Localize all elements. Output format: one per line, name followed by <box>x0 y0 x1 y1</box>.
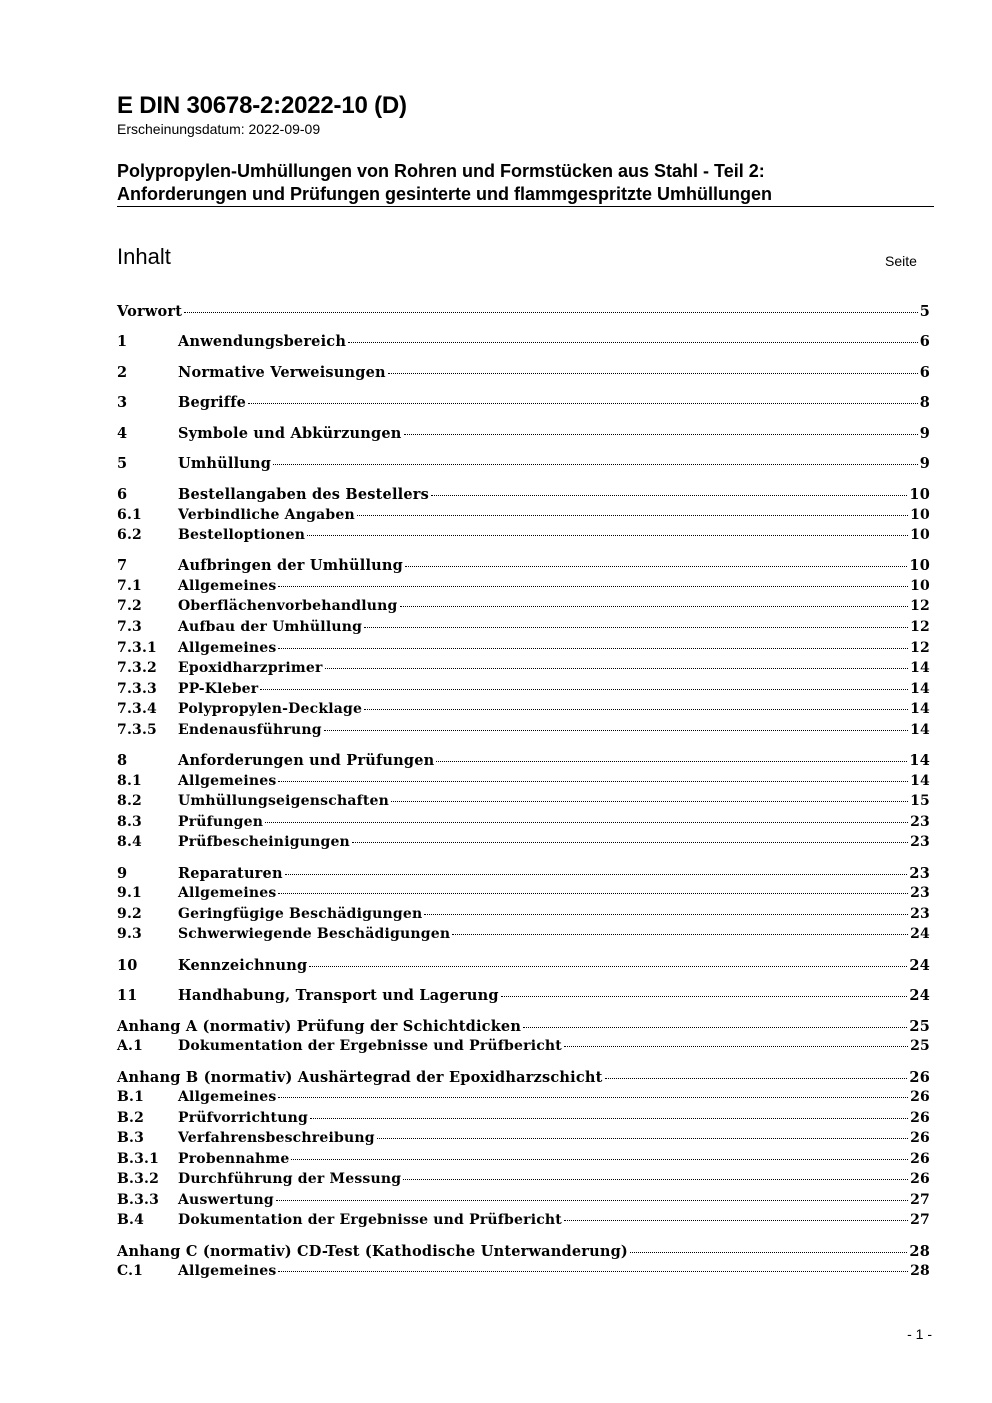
toc-dot-leader <box>278 648 908 649</box>
toc-dot-leader <box>400 606 909 607</box>
toc-entry-title: Bestellangaben des Bestellers <box>178 486 429 503</box>
toc-dot-leader <box>273 464 918 465</box>
toc-entry-page: 9 <box>919 455 930 472</box>
toc-dot-leader <box>564 1220 908 1221</box>
toc-entry-title: Umhüllung <box>178 455 272 472</box>
toc-entry-page: 25 <box>909 1018 930 1035</box>
toc-page-column-label: Seite <box>885 253 917 269</box>
toc-entry-title: Polypropylen-Decklage <box>178 701 363 717</box>
toc-entry[interactable] <box>117 1069 930 1089</box>
toc-entry-number: A.1 <box>117 1038 144 1054</box>
toc-entry-number: B.3.3 <box>117 1192 160 1208</box>
toc-entry-page: 26 <box>910 1151 930 1167</box>
toc-entry[interactable] <box>117 793 930 813</box>
toc-entry-title: Anwendungsbereich <box>178 333 347 350</box>
toc-dot-leader <box>307 535 908 536</box>
toc-entry[interactable] <box>117 1130 930 1150</box>
toc-dot-leader <box>404 434 918 435</box>
toc-entry[interactable] <box>117 701 930 721</box>
toc-entry-number: B.3.1 <box>117 1151 160 1167</box>
toc-entry[interactable] <box>117 640 930 660</box>
toc-entry-number: 7.3.5 <box>117 722 157 738</box>
toc-entry-page: 10 <box>910 578 930 594</box>
toc-entry-title: Endenausführung <box>178 722 322 738</box>
toc-entry-number: 7.3.3 <box>117 681 157 697</box>
toc-entry-page: 25 <box>910 1038 930 1054</box>
toc-entry[interactable] <box>117 926 930 946</box>
toc-entry[interactable] <box>117 834 930 854</box>
toc-entry-title: Umhüllungseigenschaften <box>178 793 389 809</box>
toc-entry-number: B.2 <box>117 1110 145 1126</box>
toc-entry-page: 26 <box>909 1069 930 1086</box>
toc-entry-page: 23 <box>910 885 930 901</box>
toc-entry-number: 11 <box>117 987 138 1004</box>
toc-dot-leader <box>391 801 908 802</box>
toc-entry-page: 10 <box>909 557 930 574</box>
toc-entry-page: 12 <box>910 619 930 635</box>
toc-dot-leader <box>278 781 908 782</box>
toc-entry[interactable] <box>117 660 930 680</box>
toc-entry[interactable] <box>117 906 930 926</box>
toc-entry-title: Aufbau der Umhüllung <box>178 619 363 635</box>
toc-entry[interactable] <box>117 1192 930 1212</box>
toc-entry-title: Dokumentation der Ergebnisse und Prüfbericht <box>178 1212 562 1228</box>
toc-entry-title: Allgemeines <box>178 885 277 901</box>
toc-entry-number: 7.3.4 <box>117 701 157 717</box>
toc-entry-title: PP-Kleber <box>178 681 259 697</box>
toc-entry[interactable] <box>117 527 930 547</box>
toc-entry[interactable] <box>117 865 930 885</box>
toc-entry[interactable] <box>117 987 930 1007</box>
toc-entry[interactable] <box>117 557 930 577</box>
toc-dot-leader <box>431 495 907 496</box>
toc-entry[interactable] <box>117 1243 930 1263</box>
toc-dot-leader <box>357 515 908 516</box>
toc-entry-page: 26 <box>910 1171 930 1187</box>
toc-entry-title: Oberflächenvorbehandlung <box>178 598 398 614</box>
toc-entry-title: Aufbringen der Umhüllung <box>178 557 403 574</box>
toc-entry[interactable] <box>117 1110 930 1130</box>
toc-entry-title: Probennahme <box>178 1151 290 1167</box>
toc-entry-number: C.1 <box>117 1263 144 1279</box>
toc-entry-title: Allgemeines <box>178 1089 277 1105</box>
toc-dot-leader <box>403 1179 908 1180</box>
toc-entry-number: B.4 <box>117 1212 145 1228</box>
toc-entry-page: 23 <box>909 865 930 882</box>
toc-entry[interactable] <box>117 364 930 384</box>
toc-entry-number: 7.2 <box>117 598 142 614</box>
toc-entry-number: 8.2 <box>117 793 142 809</box>
toc-entry-number: 9.1 <box>117 885 142 901</box>
toc-entry-page: 10 <box>910 507 930 523</box>
toc-dot-leader <box>276 1200 908 1201</box>
toc-entry-number: 8.3 <box>117 814 142 830</box>
toc-entry[interactable] <box>117 303 930 323</box>
toc-dot-leader <box>388 373 918 374</box>
toc-dot-leader <box>248 403 918 404</box>
toc-entry[interactable] <box>117 773 930 793</box>
toc-entry-number: 7.3.2 <box>117 660 157 676</box>
toc-entry-number: 7 <box>117 557 128 574</box>
toc-entry-page: 6 <box>919 333 930 350</box>
publication-date: Erscheinungsdatum: 2022-09-09 <box>117 121 321 137</box>
toc-entry-number: 6.1 <box>117 507 142 523</box>
toc-entry[interactable] <box>117 598 930 618</box>
toc-entry-number: 7.3 <box>117 619 142 635</box>
toc-dot-leader <box>285 874 908 875</box>
toc-entry-page: 28 <box>910 1263 930 1279</box>
toc-dot-leader <box>278 893 908 894</box>
toc-entry-title: Verbindliche Angaben <box>178 507 355 523</box>
toc-dot-leader <box>630 1252 907 1253</box>
toc-entry-page: 10 <box>910 527 930 543</box>
toc-entry-number: 6 <box>117 486 128 503</box>
toc-entry-page: 24 <box>909 957 930 974</box>
document-title-line-2: Anforderungen und Prüfungen gesinterte und flammgespritzte Umhüllungen <box>117 183 773 204</box>
toc-entry-page: 26 <box>910 1110 930 1126</box>
toc-entry-page: 5 <box>919 303 930 320</box>
toc-dot-leader <box>352 842 908 843</box>
toc-entry-number: 8.1 <box>117 773 142 789</box>
toc-entry-page: 24 <box>909 987 930 1004</box>
toc-dot-leader <box>452 934 908 935</box>
toc-entry-title: Durchführung der Messung <box>178 1171 402 1187</box>
toc-entry-number: 1 <box>117 333 128 350</box>
toc-entry[interactable] <box>117 885 930 905</box>
toc-entry[interactable] <box>117 486 930 506</box>
toc-entry-title: Prüfungen <box>178 814 264 830</box>
toc-entry-page: 12 <box>910 598 930 614</box>
toc-entry-page: 27 <box>910 1212 930 1228</box>
toc-entry-number: B.1 <box>117 1089 145 1105</box>
toc-entry-title: Anhang C (normativ) CD-Test (Kathodische Unterwanderung) <box>117 1243 628 1260</box>
toc-entry-page: 28 <box>909 1243 930 1260</box>
toc-entry-page: 14 <box>910 660 930 676</box>
toc-entry-number: 9 <box>117 865 128 882</box>
toc-dot-leader <box>424 914 908 915</box>
toc-entry-number: 2 <box>117 364 128 381</box>
toc-dot-leader <box>364 709 908 710</box>
toc-entry[interactable] <box>117 1018 930 1038</box>
title-divider <box>117 206 934 207</box>
toc-dot-leader <box>436 761 907 762</box>
toc-entry[interactable] <box>117 455 930 475</box>
toc-entry-title: Symbole und Abkürzungen <box>178 425 402 442</box>
toc-entry-page: 23 <box>910 906 930 922</box>
toc-dot-leader <box>405 566 907 567</box>
toc-entry-page: 10 <box>909 486 930 503</box>
toc-entry-number: 3 <box>117 394 128 411</box>
toc-dot-leader <box>564 1046 908 1047</box>
toc-entry-page: 23 <box>910 814 930 830</box>
toc-entry-number: 9.2 <box>117 906 142 922</box>
toc-entry[interactable] <box>117 681 930 701</box>
toc-dot-leader <box>184 312 918 313</box>
toc-entry-page: 12 <box>910 640 930 656</box>
toc-entry-number: 4 <box>117 425 128 442</box>
toc-entry[interactable] <box>117 1038 930 1058</box>
toc-entry[interactable] <box>117 1212 930 1232</box>
toc-dot-leader <box>324 730 908 731</box>
toc-entry[interactable] <box>117 333 930 353</box>
toc-entry-title: Epoxidharzprimer <box>178 660 323 676</box>
toc-dot-leader <box>364 627 908 628</box>
toc-dot-leader <box>265 822 908 823</box>
toc-entry-title: Allgemeines <box>178 640 277 656</box>
toc-entry-title: Schwerwiegende Beschädigungen <box>178 926 451 942</box>
toc-dot-leader <box>278 586 908 587</box>
toc-entry-page: 26 <box>910 1130 930 1146</box>
toc-entry-page: 14 <box>910 701 930 717</box>
toc-entry-title: Prüfvorrichtung <box>178 1110 308 1126</box>
toc-entry-page: 27 <box>910 1192 930 1208</box>
toc-entry-page: 9 <box>919 425 930 442</box>
toc-entry-number: 7.3.1 <box>117 640 157 656</box>
toc-entry-title: Handhabung, Transport und Lagerung <box>178 987 499 1004</box>
toc-dot-leader <box>291 1159 908 1160</box>
toc-entry-page: 14 <box>910 681 930 697</box>
toc-entry-title: Reparaturen <box>178 865 283 882</box>
toc-entry[interactable] <box>117 722 930 742</box>
toc-entry-page: 23 <box>910 834 930 850</box>
toc-entry[interactable] <box>117 394 930 414</box>
toc-dot-leader <box>325 668 909 669</box>
toc-dot-leader <box>278 1097 908 1098</box>
document-title <box>117 160 937 205</box>
toc-dot-leader <box>605 1078 908 1079</box>
toc-entry-number: 5 <box>117 455 128 472</box>
toc-entry[interactable] <box>117 1263 930 1283</box>
document-title-line-1: Polypropylen-Umhüllungen von Rohren und Formstücken aus Stahl - Teil 2: <box>117 161 765 181</box>
toc-entry-title: Bestelloptionen <box>178 527 306 543</box>
toc-entry[interactable] <box>117 752 930 772</box>
toc-entry-number: 7.1 <box>117 578 142 594</box>
toc-entry-page: 15 <box>910 793 930 809</box>
toc-entry[interactable] <box>117 507 930 527</box>
toc-dot-leader <box>309 966 907 967</box>
toc-entry-number: 8 <box>117 752 128 769</box>
toc-entry[interactable] <box>117 814 930 834</box>
toc-entry-title: Prüfbescheinigungen <box>178 834 350 850</box>
toc-dot-leader <box>348 342 918 343</box>
toc-entry-title: Geringfügige Beschädigungen <box>178 906 423 922</box>
toc-entry-title: Anhang A (normativ) Prüfung der Schichtdicken <box>117 1018 522 1035</box>
toc-entry-title: Kennzeichnung <box>178 957 308 974</box>
toc-entry-title: Allgemeines <box>178 1263 277 1279</box>
toc-entry-title: Vorwort <box>117 303 183 320</box>
toc-entry-page: 24 <box>910 926 930 942</box>
toc-entry[interactable] <box>117 619 930 639</box>
toc-entry-title: Begriffe <box>178 394 247 411</box>
page-number: - 1 - <box>907 1326 932 1342</box>
toc-entry-number: B.3 <box>117 1130 145 1146</box>
toc-entry-number: 6.2 <box>117 527 142 543</box>
toc-entry-number: B.3.2 <box>117 1171 160 1187</box>
toc-entry-title: Verfahrensbeschreibung <box>178 1130 375 1146</box>
toc-entry-title: Allgemeines <box>178 773 277 789</box>
toc-dot-leader <box>523 1027 907 1028</box>
toc-entry-number: 10 <box>117 957 138 974</box>
toc-entry-title: Allgemeines <box>178 578 277 594</box>
toc-dot-leader <box>377 1138 908 1139</box>
document-id: E DIN 30678-2:2022-10 (D) <box>117 92 407 119</box>
toc-entry-title: Normative Verweisungen <box>178 364 386 381</box>
toc-dot-leader <box>310 1118 908 1119</box>
toc-entry[interactable] <box>117 957 930 977</box>
toc-dot-leader <box>260 689 908 690</box>
toc-entry-number: 9.3 <box>117 926 142 942</box>
toc-entry[interactable] <box>117 425 930 445</box>
toc-entry-title: Anhang B (normativ) Aushärtegrad der Epoxidharzschicht <box>117 1069 603 1086</box>
toc-entry-page: 14 <box>909 752 930 769</box>
toc-heading: Inhalt <box>117 244 171 269</box>
toc-entry[interactable] <box>117 578 930 598</box>
toc-entry-page: 8 <box>919 394 930 411</box>
toc-entry-page: 14 <box>910 722 930 738</box>
toc-dot-leader <box>501 996 908 997</box>
toc-entry[interactable] <box>117 1089 930 1109</box>
toc-entry-title: Dokumentation der Ergebnisse und Prüfbericht <box>178 1038 562 1054</box>
toc-dot-leader <box>278 1271 908 1272</box>
toc-entry-page: 14 <box>910 773 930 789</box>
toc-entry-title: Anforderungen und Prüfungen <box>178 752 435 769</box>
toc-entry-page: 6 <box>919 364 930 381</box>
toc-entry[interactable] <box>117 1171 930 1191</box>
toc-entry[interactable] <box>117 1151 930 1171</box>
toc-entry-number: 8.4 <box>117 834 142 850</box>
toc-entry-page: 26 <box>910 1089 930 1105</box>
toc-entry-title: Auswertung <box>178 1192 274 1208</box>
